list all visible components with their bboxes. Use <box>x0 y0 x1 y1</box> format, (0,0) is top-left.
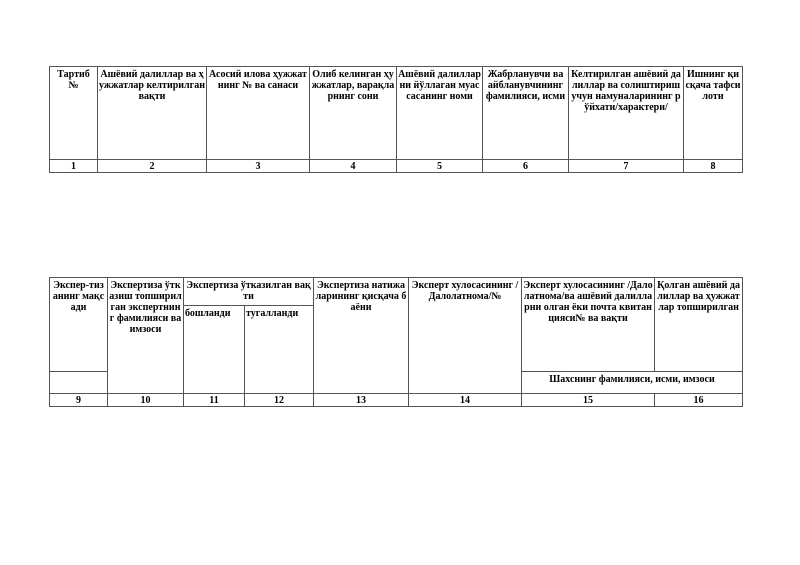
header-conclusion-number: Эксперт хулосасининг /Далолатнома/№ <box>409 278 522 394</box>
column-number: 16 <box>655 394 743 407</box>
header-expert-name-signature: Экспертиза ўтказиш топширилган экспертнинг фамилияси ва имзоси <box>108 278 184 394</box>
header-started: бошланди <box>184 306 245 394</box>
header-person-name-signature: Шахснинг фамилияси, исми, имзоси <box>522 372 743 394</box>
register-table-2 <box>49 277 743 407</box>
column-number: 7 <box>569 160 684 173</box>
column-number: 10 <box>108 394 184 407</box>
header-main-document: Асосий илова ҳужжатнинг № ва санаси <box>207 67 310 160</box>
column-number: 2 <box>98 160 207 173</box>
column-number: 15 <box>522 394 655 407</box>
column-number: 3 <box>207 160 310 173</box>
column-number: 14 <box>409 394 522 407</box>
column-number: 4 <box>310 160 397 173</box>
header-evidence-receipt: Эксперт хулосасининг /Далолатнома/ва ашёвий далилларни олган ёки почта квитанцияси№ ва вақти <box>522 278 655 372</box>
header-victim-accused: Жабрланувчи ва айбланувчининг фамилияси, исми <box>483 67 569 160</box>
header-documents-count: Олиб келинган ҳужжатлар, варақларнинг сони <box>310 67 397 160</box>
empty-cell <box>50 372 108 394</box>
header-completed: тугалланди <box>245 306 314 394</box>
column-number: 13 <box>314 394 409 407</box>
header-remaining-evidence: Қолган ашёвий далиллар ва ҳужжатлар топширилган <box>655 278 743 372</box>
column-number: 6 <box>483 160 569 173</box>
register-table-1 <box>49 66 743 173</box>
column-number: 1 <box>50 160 98 173</box>
header-evidence-list: Келтирилган ашёвий далиллар ва солиштириш учун намуналарининг рўйхати/характери/ <box>569 67 684 160</box>
column-number: 5 <box>397 160 483 173</box>
header-expertise-time: Экспертиза ўтказилган вақти <box>184 278 314 306</box>
column-number: 8 <box>684 160 743 173</box>
header-results-summary: Экспертиза натижаларининг қисқача баёни <box>314 278 409 394</box>
column-number: 11 <box>184 394 245 407</box>
column-number: 12 <box>245 394 314 407</box>
header-expertise-purpose: Экспер-тизанинг мақсади <box>50 278 108 372</box>
column-number: 9 <box>50 394 108 407</box>
header-case-summary: Ишнинг қисқача тафсилоти <box>684 67 743 160</box>
header-sending-institution: Ашёвий далилларни йўллаган муассасанинг номи <box>397 67 483 160</box>
header-order-number: Тартиб № <box>50 67 98 160</box>
header-arrival-time: Ашёвий далиллар ва ҳужжатлар келтирилган вақти <box>98 67 207 160</box>
